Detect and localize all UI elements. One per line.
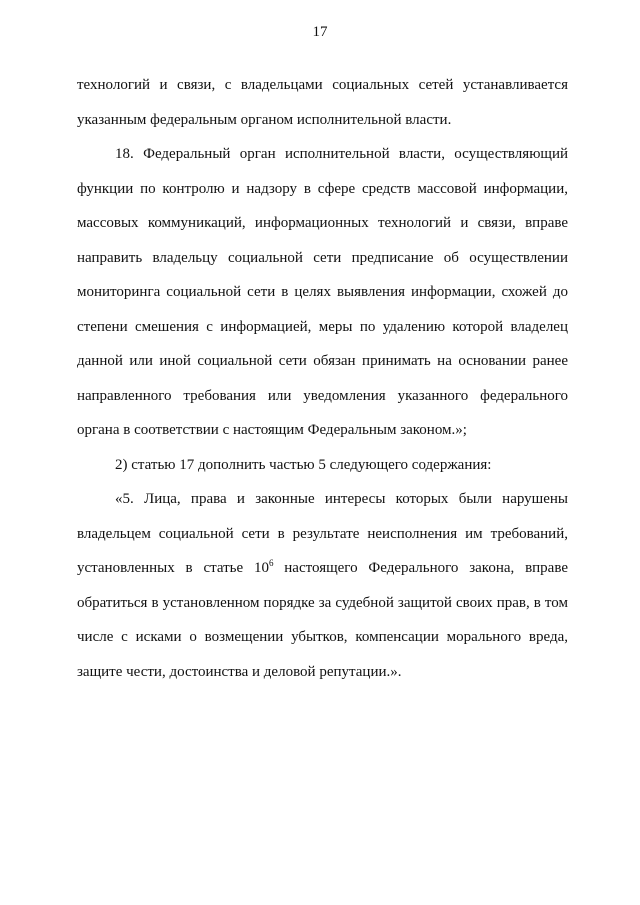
paragraph-part-5 — [77, 482, 568, 689]
paragraph-item-18: 18. Федеральный орган исполнительной власти, осуществляющий функции по контролю и надзору в сфере средств массовой информации, массовых коммуникаций, информационных технологий и связи, вправе направить владельцу социальной сети предписание об осуществлении мониторинга социальной сети в целях выявления информации, схожей до степени смешения с информацией, меры по удалению которой владелец данной или иной социальной сети обязан принимать на основании ранее направленного требования или уведомления указанного федерального органа в соответствии с настоящим Федеральным законом.»; — [77, 146, 568, 438]
page-number: 17 — [312, 24, 328, 40]
paragraph-amendment-article-17: 2) статью 17 дополнить частью 5 следующего содержания: — [115, 456, 492, 473]
paragraph-continuation: технологий и связи, с владельцами социальных сетей устанавливается указанным федеральным органом исполнительной власти. — [77, 77, 568, 128]
paragraph-part-5-text-before: «5. Лица, права и законные интересы которых были нарушены владельцем социальной сети в результате неисполнения им требований, установленных в статье 10 — [77, 491, 568, 576]
article-superscript: 6 — [268, 558, 274, 568]
document-body — [77, 68, 568, 689]
paragraph-part-5-text-after: настоящего Федерального закона, вправе обратиться в установленном порядке за судебной защитой своих прав, в том числе с исками о возмещении убытков, компенсации морального вреда, защите чести, достоинства и деловой репутации.». — [77, 560, 568, 680]
